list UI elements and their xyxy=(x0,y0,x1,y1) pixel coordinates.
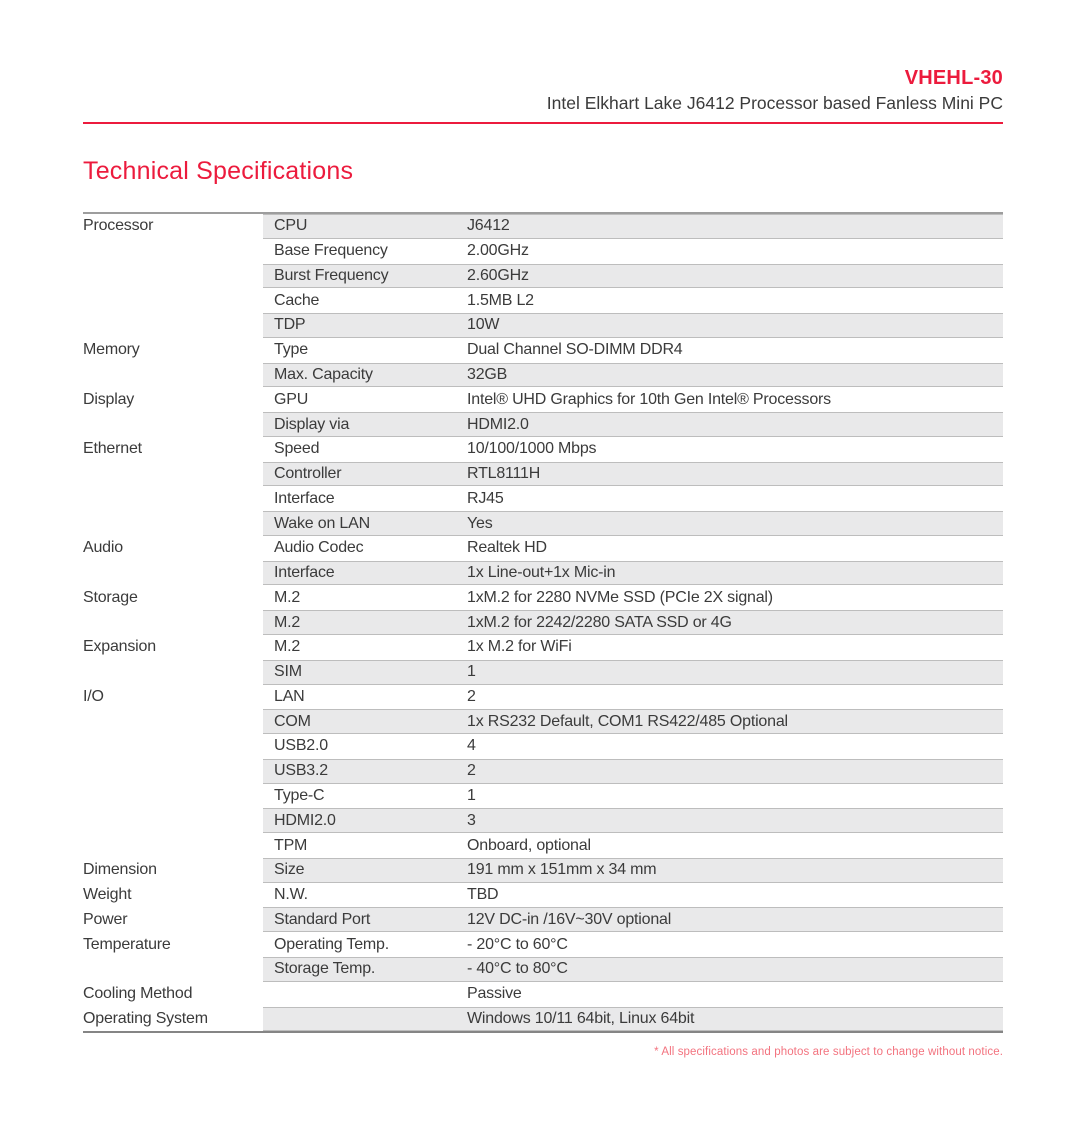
document-header xyxy=(83,0,1003,124)
value-cell: TBD xyxy=(467,886,499,904)
row-band xyxy=(263,685,1003,710)
row-band xyxy=(263,709,1003,734)
row-band xyxy=(263,610,1003,635)
category-cell xyxy=(83,288,263,313)
item-cell: Type-C xyxy=(274,786,325,804)
value-cell: 1 xyxy=(467,663,476,681)
table-row xyxy=(83,932,1003,957)
item-cell: Interface xyxy=(274,489,335,507)
item-cell: Cache xyxy=(274,291,320,309)
row-band xyxy=(263,1007,1003,1032)
category-cell xyxy=(83,511,263,536)
item-cell: HDMI2.0 xyxy=(274,811,336,829)
value-cell: 2 xyxy=(467,687,476,705)
value-cell: RTL8111H xyxy=(467,465,541,483)
page-title: Technical Specifications xyxy=(83,157,354,185)
table-row xyxy=(83,214,1003,239)
category-cell xyxy=(83,264,263,289)
category-cell: Ethernet xyxy=(83,440,142,458)
table-row xyxy=(83,833,1003,858)
row-band xyxy=(263,437,1003,462)
category-cell xyxy=(83,660,263,685)
row-band xyxy=(263,486,1003,511)
value-cell: 10/100/1000 Mbps xyxy=(467,440,597,458)
row-band xyxy=(263,907,1003,932)
value-cell: 2 xyxy=(467,762,476,780)
value-cell: 1 xyxy=(467,786,476,804)
row-band xyxy=(263,883,1003,908)
value-cell: J6412 xyxy=(467,217,510,235)
item-cell: LAN xyxy=(274,687,305,705)
category-cell xyxy=(83,759,263,784)
row-band xyxy=(263,214,1003,239)
item-cell: Size xyxy=(274,861,305,879)
item-cell: Type xyxy=(274,341,308,359)
item-cell: GPU xyxy=(274,390,309,408)
row-band xyxy=(263,957,1003,982)
item-cell: USB3.2 xyxy=(274,762,328,780)
value-cell: 1.5MB L2 xyxy=(467,291,534,309)
row-band xyxy=(263,288,1003,313)
table-row xyxy=(83,858,1003,883)
value-cell: 1xM.2 for 2280 NVMe SSD (PCIe 2X signal) xyxy=(467,588,773,606)
item-cell: CPU xyxy=(274,217,308,235)
category-cell xyxy=(83,808,263,833)
category-cell xyxy=(83,784,263,809)
value-cell: Yes xyxy=(467,514,493,532)
table-row xyxy=(83,462,1003,487)
category-cell: Storage xyxy=(83,588,138,606)
table-row xyxy=(83,437,1003,462)
item-cell: Speed xyxy=(274,440,320,458)
item-cell: Burst Frequency xyxy=(274,266,389,284)
category-cell xyxy=(83,412,263,437)
item-cell: Audio Codec xyxy=(274,539,364,557)
item-cell xyxy=(263,982,467,1007)
table-row xyxy=(83,610,1003,635)
category-cell xyxy=(83,957,263,982)
value-cell: HDMI2.0 xyxy=(467,415,529,433)
row-band xyxy=(263,982,1003,1007)
category-cell: Processor xyxy=(83,217,154,235)
value-cell: 3 xyxy=(467,811,476,829)
item-cell: Wake on LAN xyxy=(274,514,370,532)
table-row xyxy=(83,907,1003,932)
item-cell: N.W. xyxy=(274,886,308,904)
table-row xyxy=(83,264,1003,289)
footer-note: * All specifications and photos are subject to change without notice. xyxy=(654,1046,1003,1059)
category-cell xyxy=(83,239,263,264)
table-row xyxy=(83,660,1003,685)
row-band xyxy=(263,759,1003,784)
category-cell xyxy=(83,833,263,858)
row-band xyxy=(263,808,1003,833)
table-row xyxy=(83,734,1003,759)
row-band xyxy=(263,338,1003,363)
value-cell: 191 mm x 151mm x 34 mm xyxy=(467,861,657,879)
value-cell: 2.00GHz xyxy=(467,242,529,260)
value-cell: 32GB xyxy=(467,365,508,383)
item-cell: Interface xyxy=(274,564,335,582)
value-cell: 1x Line-out+1x Mic-in xyxy=(467,564,616,582)
value-cell: 1xM.2 for 2242/2280 SATA SSD or 4G xyxy=(467,613,732,631)
category-cell xyxy=(83,610,263,635)
item-cell: M.2 xyxy=(274,638,301,656)
category-cell: Cooling Method xyxy=(83,985,193,1003)
table-row xyxy=(83,239,1003,264)
item-cell: M.2 xyxy=(274,613,301,631)
item-cell: Controller xyxy=(274,465,342,483)
table-row xyxy=(83,561,1003,586)
table-row xyxy=(83,759,1003,784)
category-cell: Weight xyxy=(83,886,132,904)
category-cell xyxy=(83,363,263,388)
row-band xyxy=(263,239,1003,264)
item-cell xyxy=(263,1007,467,1032)
item-cell: COM xyxy=(274,712,311,730)
table-row xyxy=(83,982,1003,1007)
item-cell: SIM xyxy=(274,663,302,681)
row-band xyxy=(263,536,1003,561)
item-cell: TPM xyxy=(274,836,308,854)
category-cell: Power xyxy=(83,910,128,928)
table-row xyxy=(83,313,1003,338)
table-row xyxy=(83,1007,1003,1032)
table-row xyxy=(83,412,1003,437)
value-cell: Realtek HD xyxy=(467,539,547,557)
value-cell: Windows 10/11 64bit, Linux 64bit xyxy=(467,1009,695,1027)
category-cell: Memory xyxy=(83,341,140,359)
row-band xyxy=(263,932,1003,957)
row-band xyxy=(263,412,1003,437)
table-row xyxy=(83,709,1003,734)
value-cell: 12V DC-in /16V~30V optional xyxy=(467,910,672,928)
row-band xyxy=(263,264,1003,289)
category-cell: Display xyxy=(83,390,135,408)
value-cell: - 20°C to 60°C xyxy=(467,935,568,953)
item-cell: USB2.0 xyxy=(274,737,328,755)
product-model: VHEHL-30 xyxy=(904,67,1003,89)
row-band xyxy=(263,833,1003,858)
table-row xyxy=(83,288,1003,313)
item-cell: Display via xyxy=(274,415,350,433)
category-cell: Expansion xyxy=(83,638,156,656)
table-row xyxy=(83,685,1003,710)
category-cell xyxy=(83,486,263,511)
table-row xyxy=(83,883,1003,908)
category-cell xyxy=(83,734,263,759)
item-cell: TDP xyxy=(274,316,306,334)
row-band xyxy=(263,363,1003,388)
value-cell: 4 xyxy=(467,737,476,755)
value-cell: 1x M.2 for WiFi xyxy=(467,638,572,656)
table-row xyxy=(83,784,1003,809)
spec-table xyxy=(83,212,1003,1033)
value-cell: - 40°C to 80°C xyxy=(467,960,568,978)
table-row xyxy=(83,363,1003,388)
value-cell: 1x RS232 Default, COM1 RS422/485 Optional xyxy=(467,712,788,730)
item-cell: Standard Port xyxy=(274,910,371,928)
category-cell: Temperature xyxy=(83,935,171,953)
value-cell: RJ45 xyxy=(467,489,504,507)
item-cell: Operating Temp. xyxy=(274,935,389,953)
category-cell xyxy=(83,313,263,338)
item-cell: Max. Capacity xyxy=(274,365,373,383)
page-content xyxy=(83,0,1003,1058)
table-row xyxy=(83,585,1003,610)
table-row xyxy=(83,486,1003,511)
category-cell: Operating System xyxy=(83,1009,208,1027)
category-cell: I/O xyxy=(83,687,104,705)
product-subtitle: Intel Elkhart Lake J6412 Processor based Fanless Mini PC xyxy=(546,93,1003,113)
row-band xyxy=(263,313,1003,338)
table-row xyxy=(83,635,1003,660)
value-cell: Passive xyxy=(467,985,522,1003)
table-row xyxy=(83,957,1003,982)
row-band xyxy=(263,734,1003,759)
value-cell: Dual Channel SO-DIMM DDR4 xyxy=(467,341,683,359)
value-cell: 2.60GHz xyxy=(467,266,529,284)
category-cell xyxy=(83,709,263,734)
value-cell: Intel® UHD Graphics for 10th Gen Intel® Processors xyxy=(467,390,831,408)
row-band xyxy=(263,858,1003,883)
row-band xyxy=(263,660,1003,685)
row-band xyxy=(263,561,1003,586)
table-row xyxy=(83,511,1003,536)
category-cell xyxy=(83,561,263,586)
row-band xyxy=(263,387,1003,412)
table-row xyxy=(83,338,1003,363)
category-cell: Dimension xyxy=(83,861,157,879)
table-row xyxy=(83,808,1003,833)
value-cell: 10W xyxy=(467,316,500,334)
table-row xyxy=(83,387,1003,412)
row-band xyxy=(263,511,1003,536)
category-cell xyxy=(83,462,263,487)
value-cell: Onboard, optional xyxy=(467,836,591,854)
row-band xyxy=(263,462,1003,487)
row-band xyxy=(263,585,1003,610)
item-cell: Storage Temp. xyxy=(274,960,376,978)
item-cell: Base Frequency xyxy=(274,242,388,260)
table-row xyxy=(83,536,1003,561)
item-cell: M.2 xyxy=(274,588,301,606)
category-cell: Audio xyxy=(83,539,123,557)
row-band xyxy=(263,635,1003,660)
row-band xyxy=(263,784,1003,809)
